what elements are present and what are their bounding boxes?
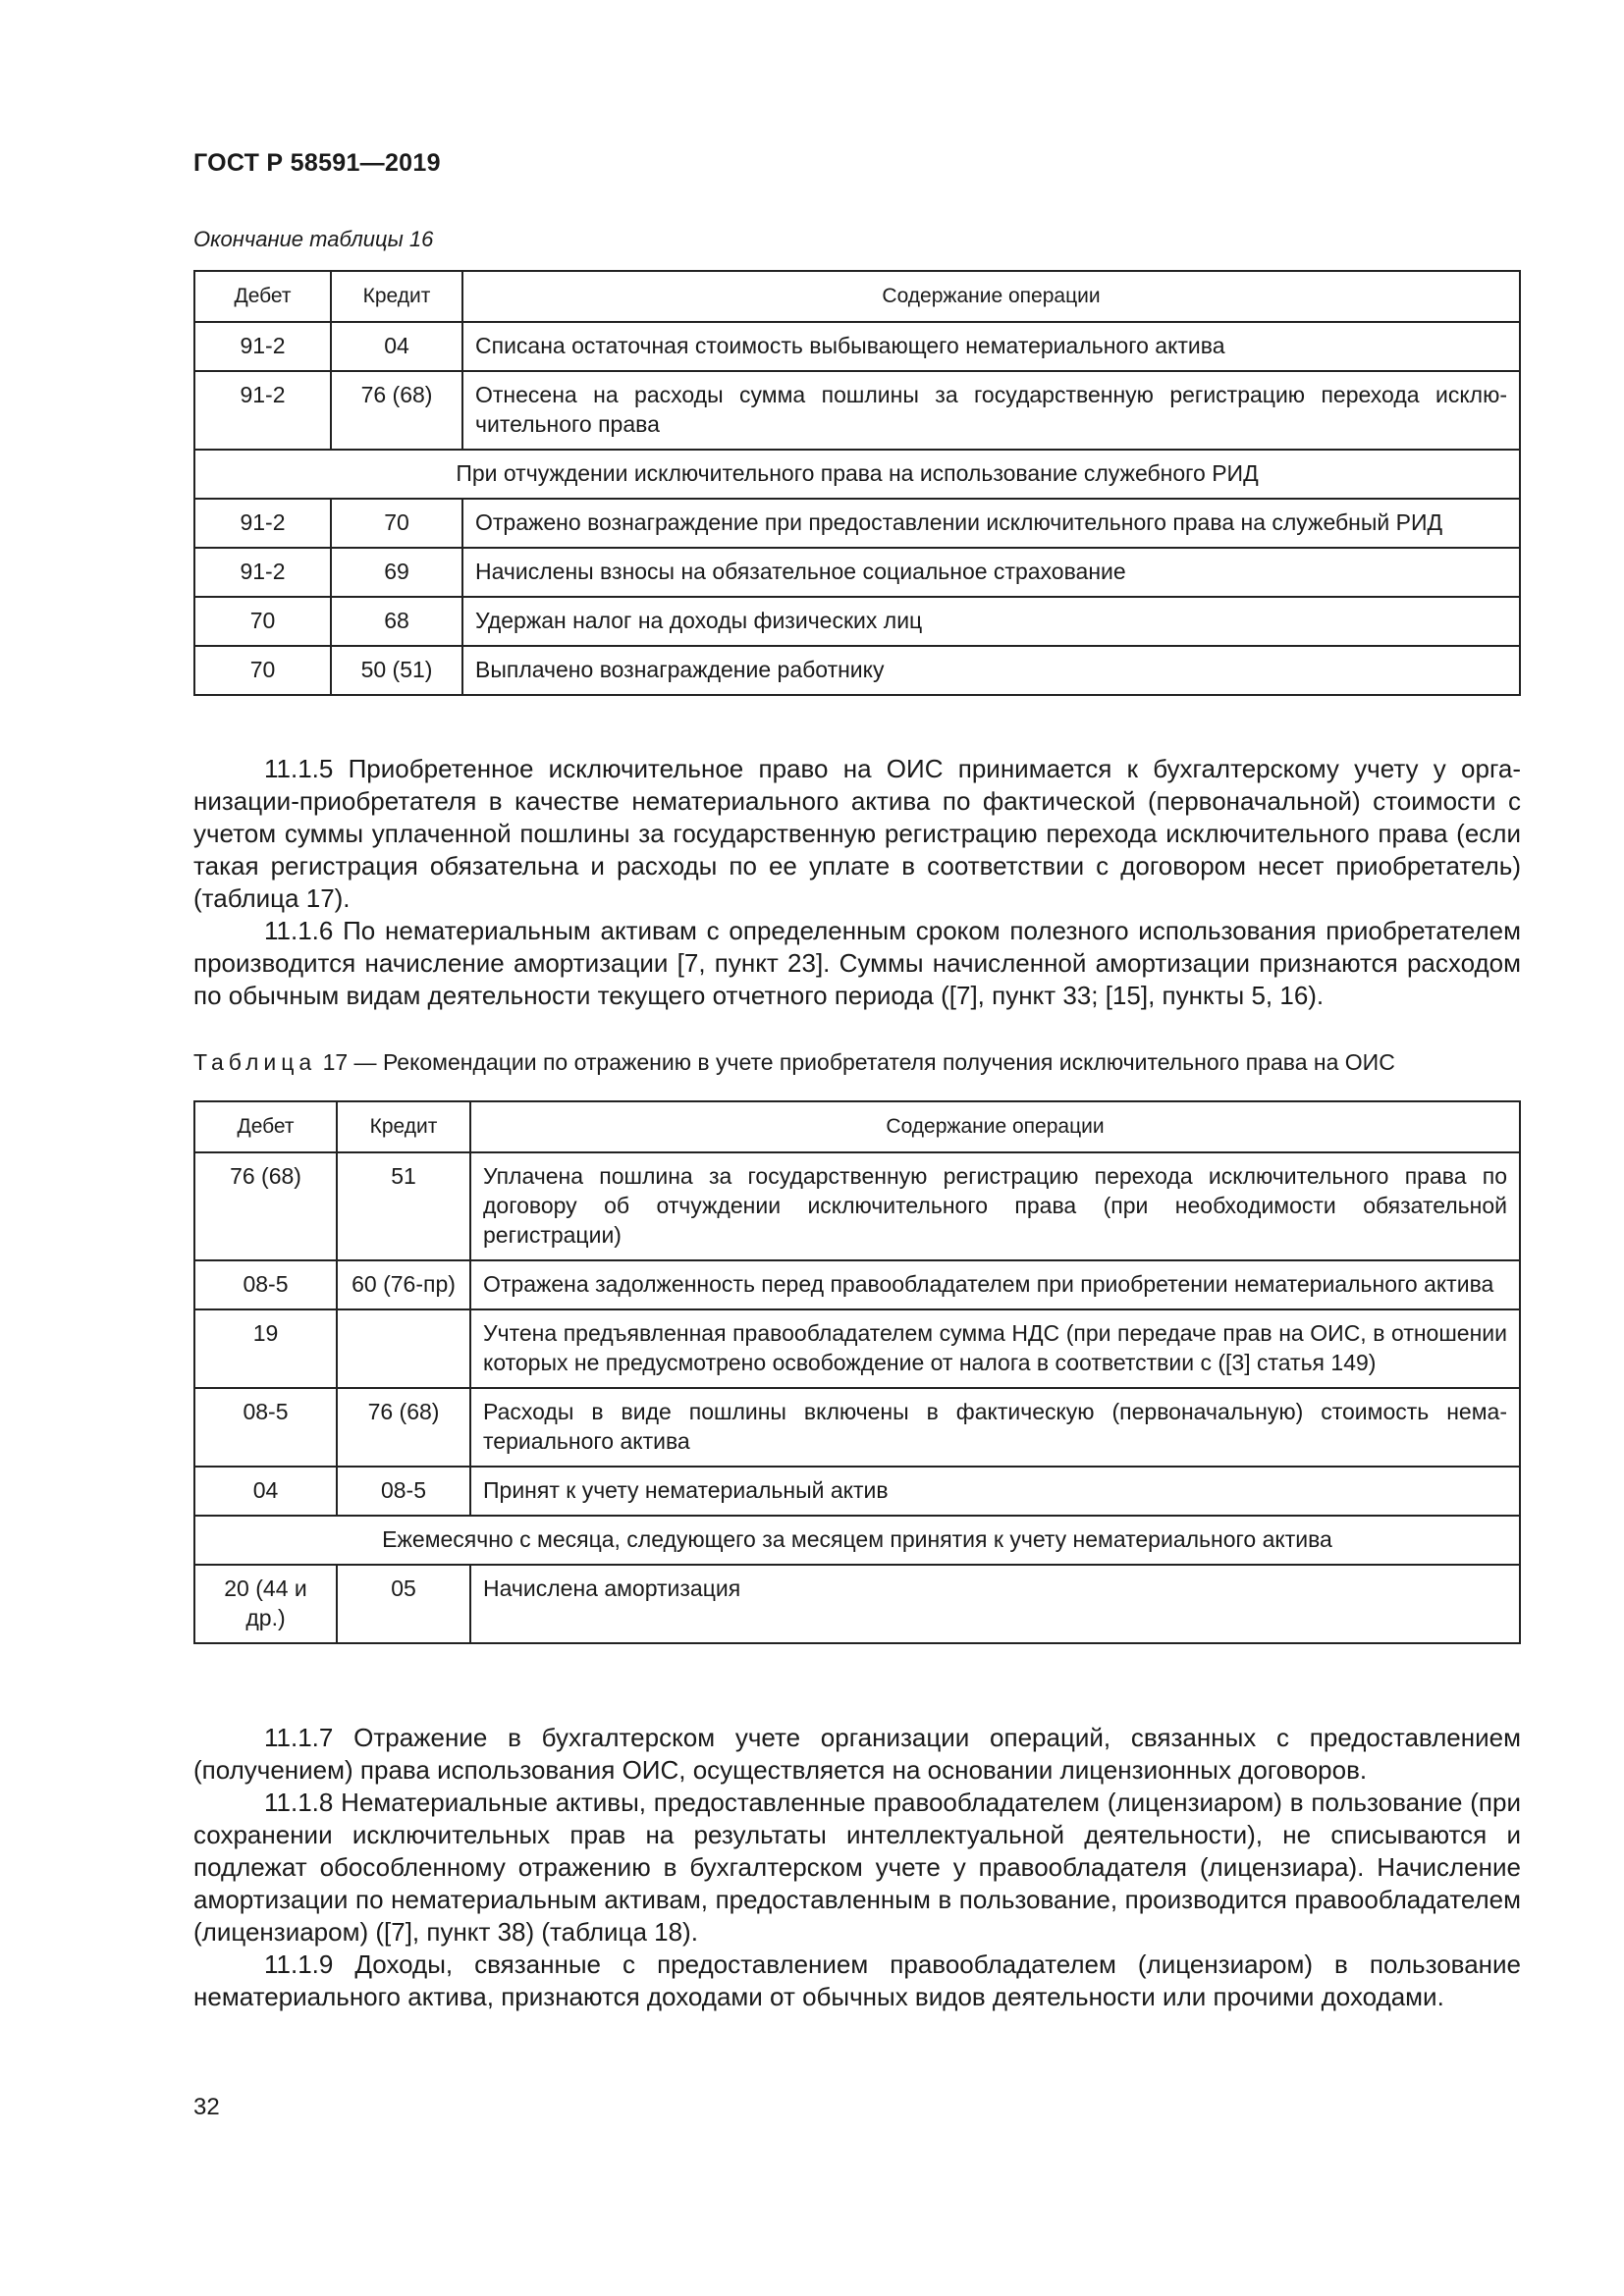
table17-header-row [194, 1101, 1520, 1152]
table-row [194, 322, 1520, 371]
content-cell: Учтена предъявленная правообладателем сумма НДС (при передаче прав на ОИС, в отношении которых не предусмотрено освобождение от налога в соответствии с ([3] статья 149) [470, 1309, 1520, 1388]
section-cell: При отчуждении исключительного права на использование служебного РИД [194, 450, 1520, 499]
content-cell: Удержан налог на доходы физических лиц [462, 597, 1520, 646]
table17-caption-label: Таблица [193, 1049, 317, 1075]
debit-cell: 91-2 [194, 548, 331, 597]
table-row [194, 371, 1520, 450]
debit-cell: 70 [194, 597, 331, 646]
table16-caption: Окончание таблицы 16 [193, 227, 434, 251]
table-section-row [194, 1516, 1520, 1565]
debit-cell: 04 [194, 1467, 337, 1516]
column-header-debit: Дебет [194, 1101, 337, 1152]
credit-cell: 60 (76-пр) [337, 1260, 470, 1309]
table-row [194, 1388, 1520, 1467]
table17 [193, 1100, 1521, 1644]
debit-cell: 91-2 [194, 371, 331, 450]
table17-caption-text: 17 — Рекомендации по отражению в учете приобретателя получения исключительного права на ОИС [322, 1049, 1395, 1075]
document-header: ГОСТ Р 58591—2019 [193, 149, 441, 177]
debit-cell: 91-2 [194, 499, 331, 548]
credit-cell: 04 [331, 322, 462, 371]
paragraph-11-1-7: 11.1.7 Отражение в бухгалтерском учете организации операций, связанных с предоставлением (получением) права использования ОИС, осуществляется на основании лицензионных договоров. [193, 1723, 1521, 1785]
table-row [194, 1467, 1520, 1516]
paragraph-block-1 [193, 753, 1521, 1012]
content-cell: Принят к учету нематериальный актив [470, 1467, 1520, 1516]
page-number: 32 [193, 2094, 220, 2120]
table-row [194, 548, 1520, 597]
credit-cell: 08-5 [337, 1467, 470, 1516]
column-header-credit: Кредит [331, 271, 462, 322]
section-cell: Ежемесячно с месяца, следующего за месяцем принятия к учету нематериального актива [194, 1516, 1520, 1565]
content-cell: Начислены взносы на обязательное социальное страхование [462, 548, 1520, 597]
debit-cell: 70 [194, 646, 331, 695]
paragraph-block-2 [193, 1722, 1521, 2013]
credit-cell: 76 (68) [331, 371, 462, 450]
table-row [194, 499, 1520, 548]
debit-cell: 08-5 [194, 1260, 337, 1309]
content-cell: Отражено вознаграждение при предоставлении исключительного права на служебный РИД [462, 499, 1520, 548]
credit-cell: 70 [331, 499, 462, 548]
content-cell: Отражена задолженность перед правообладателем при приобретении нематериального актива [470, 1260, 1520, 1309]
content-cell: Уплачена пошлина за государственную регистрацию перехода исключительного права по договору об отчуждении исключительного права (при необходимости обязательной регистрации) [470, 1152, 1520, 1260]
credit-cell: 05 [337, 1565, 470, 1643]
table-section-row [194, 450, 1520, 499]
table-row [194, 1260, 1520, 1309]
table16-header-row [194, 271, 1520, 322]
paragraph-11-1-8: 11.1.8 Нематериальные активы, предоставленные правообладателем (лицензиаром) в пользование (при сохранении исключительных прав на результаты интеллектуальной деятельности), не списываются и подлежат обособленному отражению в бухгалтерском учете у правообладателя (лицензиара). Начисление амортизации по нематериальным активам, предоставленным в пользование, производится правообладателем (лицензиаром) ([7], пункт 38) (таблица 18). [193, 1788, 1521, 1947]
debit-cell: 20 (44 и др.) [194, 1565, 337, 1643]
paragraph-11-1-9: 11.1.9 Доходы, связанные с предоставлением правообладателем (лицензиаром) в пользование нематериального актива, признаются доходами от обычных видов деятельности или прочими доходами. [193, 1949, 1521, 2011]
content-cell: Начислена амортизация [470, 1565, 1520, 1643]
debit-cell: 91-2 [194, 322, 331, 371]
table-row [194, 1565, 1520, 1643]
content-cell: Списана остаточная стоимость выбывающего нематериального актива [462, 322, 1520, 371]
debit-cell: 19 [194, 1309, 337, 1388]
column-header-debit: Дебет [194, 271, 331, 322]
credit-cell: 50 (51) [331, 646, 462, 695]
column-header-credit: Кредит [337, 1101, 470, 1152]
credit-cell [337, 1309, 470, 1388]
paragraph-11-1-6: 11.1.6 По нематериальным активам с определенным сроком полезного использования приобретателем производится начисление амортизации [7, пункт 23]. Суммы начисленной амортизации признаются расходом по обычным видам деятельности текущего отчетного периода ([7], пункт 33; [15], пункты 5, 16). [193, 916, 1521, 1010]
content-cell: Отнесена на расходы сумма пошлины за государственную регистрацию перехода исключительного права [462, 371, 1520, 450]
credit-cell: 68 [331, 597, 462, 646]
debit-cell: 08-5 [194, 1388, 337, 1467]
table-row [194, 646, 1520, 695]
table-row [194, 1309, 1520, 1388]
table16 [193, 270, 1521, 696]
credit-cell: 51 [337, 1152, 470, 1260]
content-cell: Расходы в виде пошлины включены в фактическую (первоначальную) стоимость нематериального актива [470, 1388, 1520, 1467]
table-row [194, 1152, 1520, 1260]
credit-cell: 69 [331, 548, 462, 597]
table17-caption [193, 1049, 1521, 1076]
content-cell: Выплачено вознаграждение работнику [462, 646, 1520, 695]
table-row [194, 597, 1520, 646]
credit-cell: 76 (68) [337, 1388, 470, 1467]
column-header-content: Содержание операции [462, 271, 1520, 322]
column-header-content: Содержание операции [470, 1101, 1520, 1152]
debit-cell: 76 (68) [194, 1152, 337, 1260]
paragraph-11-1-5: 11.1.5 Приобретенное исключительное право на ОИС принимается к бухгалтерскому учету у организации-приобретателя в качестве нематериального актива по фактической (первоначальной) стоимости с учетом суммы уплаченной пошлины за государственную регистрацию перехода исключительного права (если такая регистрация обязательна и расходы по ее уплате в соответствии с договором несет приобретатель) (таблица 17). [193, 754, 1521, 913]
